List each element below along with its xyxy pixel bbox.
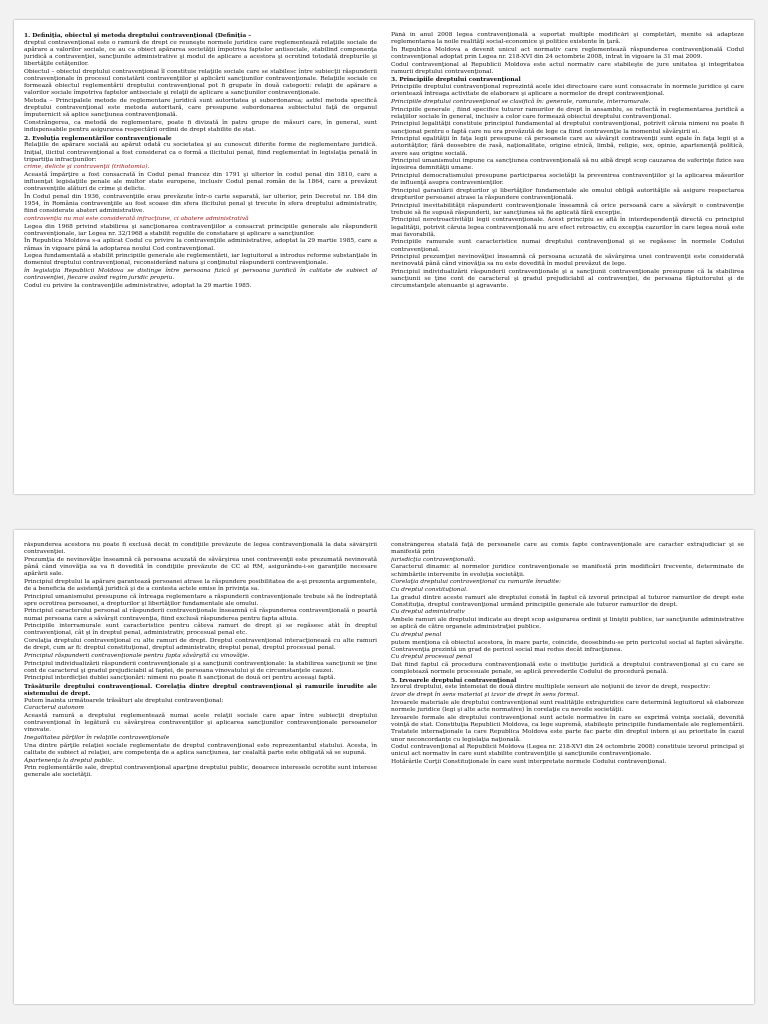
paragraph: Prin reglementările sale, dreptul contravenţional aparţine dreptului public, deoarece interesele ocrotite sunt interese generale ale societăţii. (24, 765, 377, 779)
paragraph: Până în anul 2008 legea contravenţională a suportat multiple modificări şi completări, menite să adapteze reglementarea la noile realităţi social-economice şi politice existente în ţară. (391, 32, 744, 46)
document-page-2 (14, 530, 754, 1004)
paragraph: Principiul umanismului presupune că întreaga reglementare a răspunderii contravenţionale trebuie să fie îndreptată spre ocrotirea persoanei, a drepturilor şi libertăţilor fundamentale ale omului. (24, 593, 377, 607)
paragraph: Cu dreptul constituţional. (391, 586, 468, 593)
paragraph: Principiul democratismului presupune participarea societăţii la prevenirea contravenţiilor şi la aplicarea măsurilor de influenţă asupra contravenienţilor. (391, 172, 744, 187)
paragraph: Principiul dreptului la apărare garantează persoanei atrase la răspundere posibilitatea de a-şi prezenta argumentele, de a beneficia de asistenţă juridică şi de a contesta actele emise în privinţa sa. (24, 578, 377, 592)
paragraph: crime, delicte şi contravenţii (trihotomia). (24, 164, 150, 171)
paragraph: Principiile dreptului contravenţional reprezintă acele idei directoare care sunt consacrate în normele juridice şi care orientează întreaga activitate de elaborare şi aplicare a normelor de drept contravenţional. (391, 84, 744, 98)
paragraph: În Codul penal din 1936, contravenţiile erau prevăzute într-o carte separată, iar ulterior, prin Decretul nr. 184 din 1954, în România contravenţiile au fost scoase din sfera ilicitului penal şi trecute în sfera dreptului administrativ, fiind considerate abateri administrative. (24, 193, 377, 215)
paragraph: Constrângerea, ca metodă de reglementare, poate fi divizată în patru grupe de măsuri care, în general, sunt indispensabile pentru asigurarea respectării ordinii de drept stabilite de stat. (24, 119, 377, 134)
paragraph: 5. Izvoarele dreptului contravenţional (391, 676, 517, 684)
paragraph: Una dintre părţile relaţiei sociale reglementate de dreptul contravenţional este reprezentantul statului. Acesta, în calitate de subiect al relaţiei, are competenţa de a aplica sancţiunea, iar cealaltă parte este obligată să se supună. (24, 742, 377, 756)
paragraph: Codul contravenţional al Republicii Moldova este actul normativ care stabileşte de jure unitatea şi integritatea ramurii dreptului contravenţional. (391, 61, 744, 75)
page-2-right-column (391, 542, 744, 1004)
paragraph: Prezumţia de nevinovăţie înseamnă că persoana acuzată de săvârşirea unei contravenţii este prezumată nevinovată până când vinovăţia sa va fi dovedită în condiţiile prevăzute de CC al RM, asigurându-i-se garanţiile necesare apărării sale. (24, 556, 377, 578)
paragraph: Izvoarele materiale ale dreptului contravenţional sunt realităţile extrajuridice care determină legiuitorul să elaboreze normele juridice (legi şi alte acte normative) în corelaţie cu nevoile societăţii. (391, 699, 744, 713)
paragraph: Hotărârile Curţii Constituţionale în care sunt interpretate normele Codului contravenţional. (391, 759, 667, 766)
paragraph: Principiul umanismului impune ca sancţiunea contravenţională să nu aibă drept scop cauzarea de suferinţe fizice sau înjosirea demnităţii umane. (391, 158, 744, 172)
paragraph: Principiul inevitabilităţii răspunderii contravenţionale înseamnă că orice persoană care a săvârşit o contravenţie trebuie să fie supusă răspunderii, iar sancţiunea să fie aplicată fără excepţie. (391, 202, 744, 216)
paragraph: izvor de drept în sens material şi izvor de drept în sens formal. (391, 692, 580, 699)
paragraph: Principiul garantării drepturilor şi libertăţilor fundamentale ale omului obligă autorităţile să asigure respectarea drepturilor persoanei atrase la răspundere contravenţională. (391, 187, 744, 201)
paragraph: Codul contravenţional al Republicii Moldova (Legea nr. 218-XVI din 24 octombrie 2008) constituie izvorul principal şi unicul act normativ în care sunt stabilite contravenţiile şi sancţiunile contravenţionale. (391, 744, 744, 758)
paragraph: Obiectul – obiectul dreptului contravenţional îl constituie relaţiile sociale care se stabilesc între subiecţii răspunderii contravenţionale în procesul constatării contravenţiilor şi aplicării sancţiunilor contravenţionale. Relaţiile sociale ce formează obiectul reglementării dreptului contravenţional pot fi grupate în două categorii: relaţii de apărare a valorilor sociale împotriva faptelor antisociale şi relaţii de aplicare a sancţiunilor contravenţionale. (24, 68, 377, 97)
paragraph: 1. Definiţia, obiectul şi metoda dreptului contravenţional (Definiţia – (24, 32, 252, 39)
paragraph: Izvoarele formale ale dreptului contravenţional sunt actele normative în care se exprimă voinţa socială, devenită voinţă de stat. Constituţia Republicii Moldova, ca lege supremă, stabileşte principiile fundamentale ale reglementării. (391, 714, 744, 728)
paragraph: Apartenenţa la dreptul public. (24, 757, 115, 764)
paragraph: Cu dreptul procesual penal (391, 654, 473, 661)
paragraph: Putem înainta următoarele trăsături ale dreptului contravenţional: (24, 697, 224, 704)
paragraph: Legea din 1968 privind stabilirea şi sancţionarea contravenţiilor a consacrat principiile generale ale răspunderii contravenţionale, iar Legea nr. 32/1968 a stabilit regulile de constatare şi aplicare a sancţiunilor. (24, 223, 377, 237)
document-page-1 (14, 20, 754, 494)
paragraph: Această împărţire a fost consacrată în Codul penal francez din 1791 şi ulterior în codul penal din 1810, care a influenţat legislaţiile penale ale multor state europene, inclusiv Codul penal român de la 1864, care a prevăzut contravenţiile alături de crime şi delicte. (24, 171, 377, 193)
paragraph: 3. Principiile dreptului contravenţional (391, 76, 521, 84)
paragraph: Principiul răspunderii contravenţionale pentru fapta săvârşită cu vinovăţie. (24, 652, 250, 659)
paragraph: Legea fundamentală a stabilit principiile generale ale reglementării, iar legiuitorul a introdus reforme substanţiale în domeniul dreptului contravenţional, reconsiderând natura şi conţinutul răspunderii contravenţionale. (24, 253, 377, 267)
paragraph: Principiul individualizării răspunderii contravenţionale şi a sancţiunii contravenţionale presupune că la stabilirea sancţiunii se ţine cont de caracterul şi gradul prejudiciabil al contravenţiei, de persoana făptuitorului şi de circumstanţele atenuante şi agravante. (391, 269, 744, 290)
paragraph: în legislaţia Republicii Moldova se distinge între persoana fizică şi persoana juridică în calitate de subiect al contravenţiei, fiecare având regim juridic propriu. (24, 268, 377, 282)
paragraph: Relaţiile de apărare socială au apărut odată cu societatea şi au cunoscut diferite forme de reglementare juridică. Iniţial, ilicitul contravenţional a fost considerat ca o formă a ilicitului penal, fiind reglementat în legislaţia penală în tripartiţia infracţiunilor: (24, 142, 377, 163)
paragraph: Trăsăturile dreptului contravenţional. Corelaţia dintre dreptul contravenţional şi ramurile înrudite ale sistemului de drept. (24, 682, 377, 698)
paragraph: Corelaţia dreptului contravenţional cu ramurile înrudite: (391, 579, 562, 586)
paragraph: Corelaţia dreptului contravenţional cu alte ramuri de drept. Dreptul contravenţional interacţionează cu alte ramuri de drept, cum ar fi: dreptul constituţional, dreptul administrativ, dreptul penal, dreptul procesual penal. (24, 638, 377, 652)
paragraph: În Republica Moldova a devenit unicul act normativ care reglementează răspunderea contravenţională Codul contravenţional adoptat prin Legea nr. 218-XVI din 24 octombrie 2008, intrat în vigoare la 31 mai 2009. (391, 46, 744, 60)
paragraph: putem menţiona că obiectul acestora, în mare parte, coincide, deosebindu-se prin pericolul social al faptei săvârşite. Contravenţia prezintă un grad de pericol social mai redus decât infracţiunea. (391, 639, 744, 653)
paragraph: În Republica Moldova s-a aplicat Codul cu privire la contravenţiile administrative, adoptat la 29 martie 1985, care a rămas în vigoare până la adoptarea noului Cod contravenţional. (24, 238, 377, 252)
paragraph: Principiile interramurale sunt caracteristice pentru câteva ramuri de drept şi se regăsesc atât în dreptul contravenţional, cât şi în dreptul penal, administrativ, procesual penal etc. (24, 623, 377, 637)
paragraph: Inegalitatea părţilor în relaţiile contravenţionale (24, 735, 170, 742)
paragraph: Ambele ramuri ale dreptului indicate au drept scop asigurarea ordinii şi liniştii publice, iar sancţiunile administrative se aplică de către organele administraţiei publice. (391, 617, 744, 631)
page-1-right-column (391, 32, 744, 494)
paragraph: Caracterul autonom (24, 705, 85, 712)
paragraph: contravenţia nu mai este considerată infracţiune, ci abatere administrativă (24, 215, 249, 222)
paragraph: Cu dreptul penal (391, 631, 442, 638)
paragraph: Principiul egalităţii în faţa legii presupune că persoanele care au săvârşit contravenţii sunt egale în faţa legii şi a autorităţilor, fără deosebire de rasă, naţionalitate, origine etnică, limbă, religie, sex, opinie, apartenenţă politică, avere sau origine socială. (391, 136, 744, 157)
paragraph: Dat fiind faptul că procedura contravenţională este o instituţie juridică a dreptului contravenţional şi cu care se completează normele procesuale penale, se aplică prevederile Codului de procedură penală. (391, 662, 744, 676)
paragraph: Principiile generale , fiind specifice tuturor ramurilor de drept în ansamblu, se reflectă în reglementarea juridică a relaţiilor sociale în general, inclusiv a celor care formează obiectul dreptului contravenţional. (391, 106, 744, 120)
paragraph: Principiul caracterului personal al răspunderii contravenţionale înseamnă că răspunderea contravenţională o poartă numai persoana care a săvârşit contravenţia, fiind exclusă răspunderea pentru fapta altuia. (24, 608, 377, 622)
paragraph: Principiile dreptului contravenţional se clasifică în: generale, ramurale, interramurale. (391, 98, 651, 105)
paragraph: răspunderea acestora nu poate fi exclusă decât în condiţiile prevăzute de legea contravenţională la data săvârşirii contravenţiei. (24, 542, 377, 556)
paragraph: Metoda – Principalele metode de reglementare juridică sunt autoritatea şi subordonarea; astfel metoda specifică dreptului contravenţional este metoda autoritară, care presupune subordonarea subiectului faţă de organul împuternicit să aplice sancţiunea contravenţională. (24, 97, 377, 119)
paragraph: Caracterul dinamic al normelor juridice contravenţionale se manifestă prin modificări frecvente, determinate de schimbările intervenite în evoluţia societăţii. (391, 564, 744, 578)
paragraph: dreptul contravenţional este o ramură de drept ce reuneşte normele juridice care reglementează relaţiile sociale de apărare a valorilor sociale, ce au ca obiect apărarea societăţii împotriva faptelor antisociale, stabilind componenţa juridică a contravenţiei, sancţiunile administrative şi modul de aplicare a acestora şi ocrotind totodată drepturile şi libertăţile cetăţenilor. (24, 39, 377, 68)
paragraph: Principiul interdicţiei dublei sancţionări: nimeni nu poate fi sancţionat de două ori pentru aceeaşi faptă. (24, 675, 336, 682)
page-1-left-column (24, 32, 377, 494)
paragraph: Codul cu privire la contravenţiile administrative, adoptat la 29 martie 1985. (24, 282, 252, 289)
page-2-left-column (24, 542, 377, 1004)
paragraph: Principiile ramurale sunt caracteristice numai dreptului contravenţional şi se regăsesc în normele Codului contravenţional. (391, 239, 744, 253)
paragraph: 2. Evoluţia reglementărilor contravenţionale (24, 134, 172, 142)
paragraph: Cu dreptul administrativ (391, 609, 465, 616)
paragraph: Izvorul dreptului, este întemeiat de două dintre multiplele sensuri ale noţiunii de izvor de drept, respectiv: (391, 684, 711, 691)
paragraph: Principiul prezumţiei nevinovăţiei înseamnă că persoana acuzată de săvârşirea unei contravenţii este considerată nevinovată până când vinovăţia sa nu este dovedită în modul prevăzut de lege. (391, 254, 744, 268)
paragraph: Principiul legalităţii constituie principiul fundamental al dreptului contravenţional, potrivit căruia nimeni nu poate fi sancţionat pentru o faptă care nu era prevăzută de lege ca fiind contravenţie la momentul săvârşirii ei. (391, 121, 744, 135)
paragraph: Principiul neretroactivităţii legii contravenţionale. Acest principiu se află în interdependenţă directă cu principiul legalităţii, potrivit căruia legea contravenţională nu are efect retroactiv, cu excepţia cazurilor în care legea nouă este mai favorabilă. (391, 217, 744, 238)
paragraph: Această ramură a dreptului reglementează numai acele relaţii sociale care apar între subiecţii dreptului contravenţional în legătură cu săvârşirea contravenţiilor şi aplicarea sancţiunilor contravenţionale persoanelor vinovate. (24, 713, 377, 734)
paragraph: jurisdicţia contravenţională. (391, 556, 476, 563)
paragraph: Principiul individualizării răspunderii contravenţionale şi a sancţiunii contravenţionale: la stabilirea sancţiunii se ţine cont de caracterul şi gradul prejudiciabil al faptei, de persoana vinovatului şi de circumstanţele cauzei. (24, 660, 377, 674)
paragraph: constrângerea statală faţă de persoanele care au comis fapte contravenţionale are caracter extrajudiciar şi se manifestă prin (391, 542, 744, 556)
paragraph: La gradul dintre aceste ramuri ale dreptului constă în faptul că izvorul principal al tuturor ramurilor de drept este Constituţia, dreptul contravenţional urmând principiile generale ale tuturor ramurilor de drept. (391, 594, 744, 608)
paragraph: Tratatele internaţionale la care Republica Moldova este parte fac parte din dreptul intern şi au prioritate în cazul unor neconcordanţe cu legislaţia naţională. (391, 729, 744, 743)
